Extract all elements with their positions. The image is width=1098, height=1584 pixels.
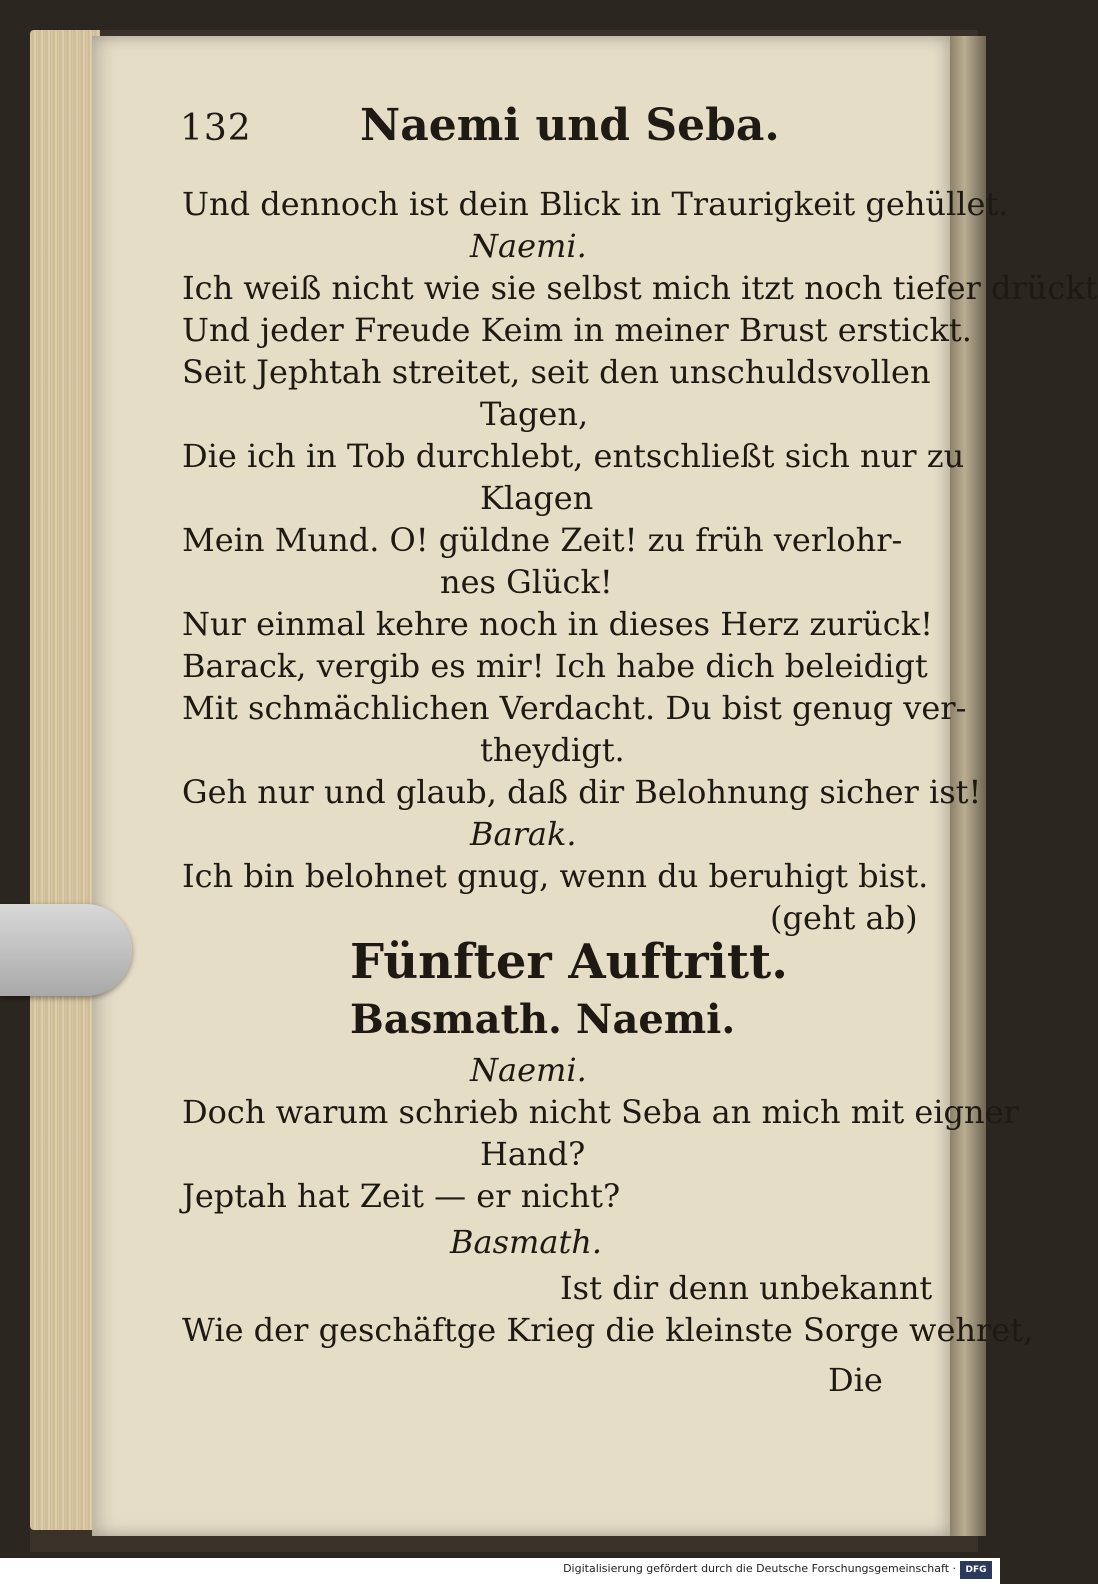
speaker-name: Naemi. [470,1051,587,1089]
footer-credit: Digitalisierung gefördert durch die Deutsche Forschungsgemeinschaft · [563,1562,956,1575]
page-edges [30,30,100,1530]
verse-line: Doch warum schrieb nicht Seba an mich mit eigner [182,1093,1019,1131]
verse-line: Tagen, [480,395,589,433]
verse-line: Hand? [480,1135,586,1173]
scene-heading: Fünfter Auftritt. [350,934,788,990]
speaker-name: Naemi. [470,227,587,265]
verse-line: (geht ab) [770,899,918,937]
verse-line: Klagen [480,479,594,517]
page-clip [0,904,132,996]
verse-line: Ich weiß nicht wie sie selbst mich itzt noch tiefer drückt [182,269,1098,307]
verse-line: Geh nur und glaub, daß dir Belohnung sicher ist! [182,773,982,811]
verse-line: Und jeder Freude Keim in meiner Brust erstickt. [182,311,972,349]
speaker-name: Basmath. [450,1223,603,1261]
verse-line: Ist dir denn unbekannt [560,1269,933,1307]
verse-line: nes Glück! [440,563,613,601]
verse-line: Und dennoch ist dein Blick in Traurigkeit gehüllet. [182,185,1009,223]
verse-line: Seit Jephtah streitet, seit den unschuldsvollen [182,353,931,391]
verse-line: Die [828,1361,883,1399]
speaker-name: Barak. [470,815,577,853]
verse-line: Ich bin belohnet gnug, wenn du beruhigt bist. [182,857,929,895]
verse-line: Barack, vergib es mir! Ich habe dich beleidigt [182,647,928,685]
verse-line: Mit schmächlichen Verdacht. Du bist genug ver- [182,689,967,727]
page-number: 132 [180,108,252,149]
verse-line: theydigt. [480,731,625,769]
verse-line: Jeptah hat Zeit — er nicht? [182,1177,621,1215]
verse-line: Die ich in Tob durchlebt, entschließt sich nur zu [182,437,965,475]
scene-heading: Basmath. Naemi. [350,996,736,1043]
verse-line: Nur einmal kehre noch in dieses Herz zurück! [182,605,933,643]
verse-line: Wie der geschäftge Krieg die kleinste Sorge wehret, [182,1311,1034,1349]
verse-line: Mein Mund. O! güldne Zeit! zu früh verlohr- [182,521,903,559]
running-head: Naemi und Seba. [360,100,780,151]
digitization-footer [0,1558,1000,1584]
dfg-logo: DFG [960,1561,992,1579]
